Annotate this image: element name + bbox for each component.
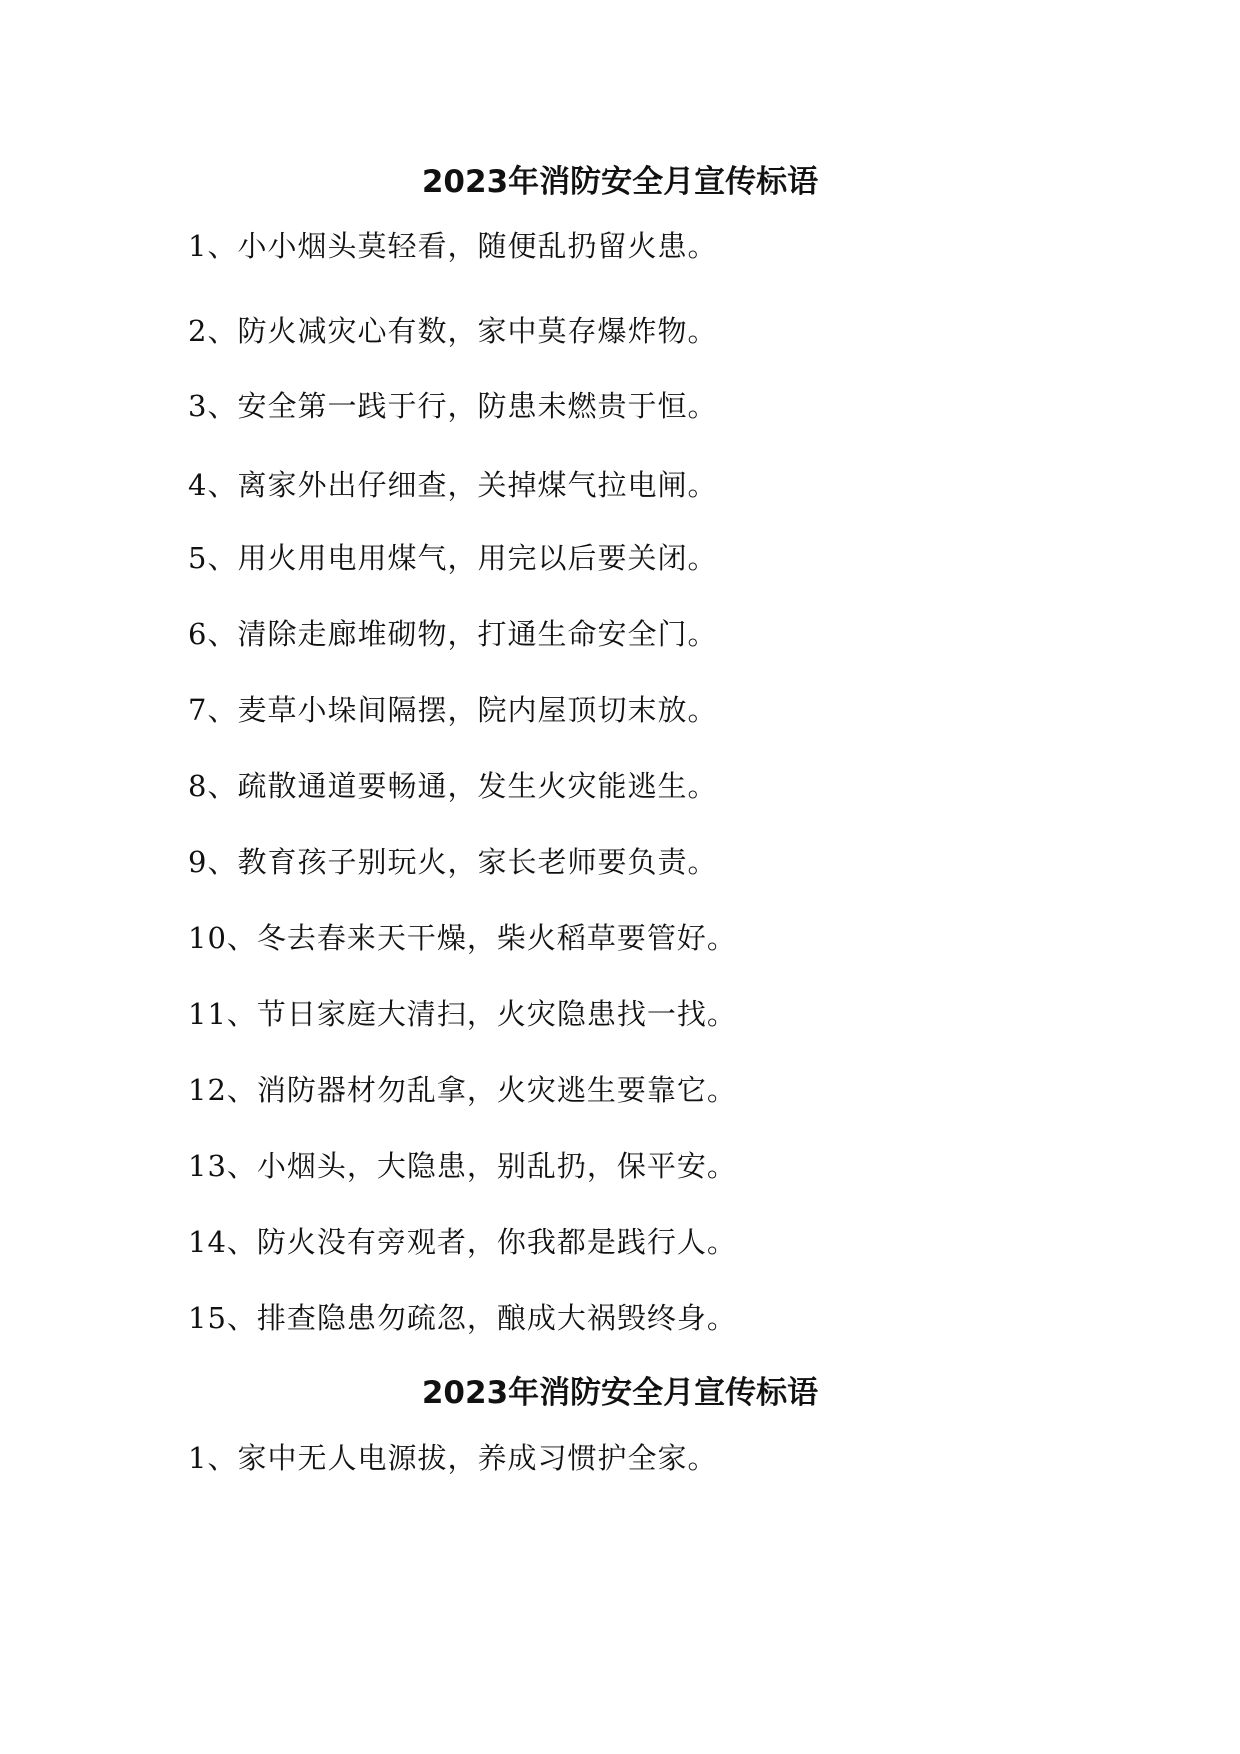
slogan-item: 6、清除走廊堆砌物，打通生命安全门。 xyxy=(188,617,718,651)
section-title: 2023年消防安全月宣传标语 xyxy=(421,164,819,200)
slogan-item: 14、防火没有旁观者，你我都是践行人。 xyxy=(188,1225,737,1259)
slogan-item: 8、疏散通道要畅通，发生火灾能逃生。 xyxy=(188,769,718,803)
slogan-item: 5、用火用电用煤气，用完以后要关闭。 xyxy=(188,541,718,575)
slogan-item: 15、排查隐患勿疏忽，酿成大祸毁终身。 xyxy=(188,1301,737,1335)
slogan-item: 12、消防器材勿乱拿，火灾逃生要靠它。 xyxy=(188,1073,737,1107)
slogan-item: 2、防火减灾心有数，家中莫存爆炸物。 xyxy=(188,314,718,348)
slogan-item: 9、教育孩子别玩火，家长老师要负责。 xyxy=(188,845,718,879)
slogan-item: 1、家中无人电源拔，养成习惯护全家。 xyxy=(188,1441,718,1475)
slogan-item: 1、小小烟头莫轻看，随便乱扔留火患。 xyxy=(188,229,718,263)
slogan-item: 7、麦草小垛间隔摆，院内屋顶切末放。 xyxy=(188,693,718,727)
slogan-item: 10、冬去春来天干燥，柴火稻草要管好。 xyxy=(188,921,737,955)
slogan-item: 13、小烟头，大隐患，别乱扔，保平安。 xyxy=(188,1149,737,1183)
slogan-item: 4、离家外出仔细查，关掉煤气拉电闸。 xyxy=(188,468,718,502)
slogan-item: 11、节日家庭大清扫，火灾隐患找一找。 xyxy=(188,997,737,1031)
section-title: 2023年消防安全月宣传标语 xyxy=(421,1375,819,1411)
slogan-item: 3、安全第一践于行，防患未燃贵于恒。 xyxy=(188,389,718,423)
